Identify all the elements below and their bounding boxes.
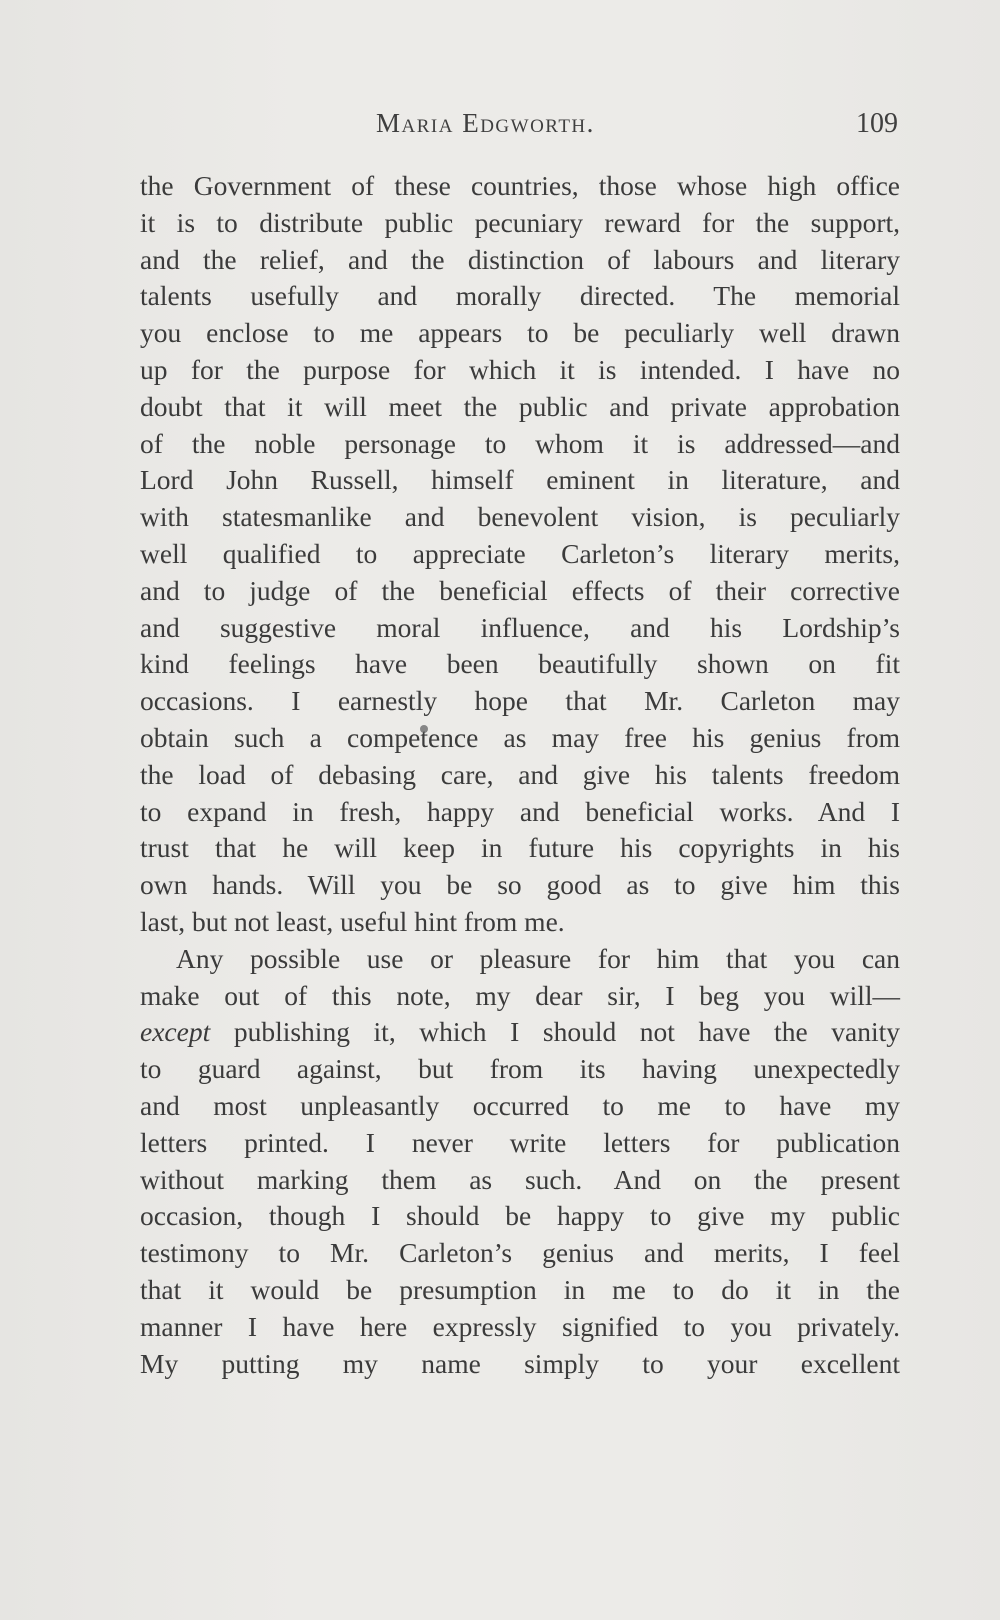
text-line: Lord John Russell, himself eminent in literature, and [140, 464, 900, 496]
text-line: without marking them as such. And on the present [140, 1163, 900, 1195]
text-line: obtain such a competence as may free his genius from [140, 721, 900, 753]
text-line: Any possible use or pleasure for him that you can [176, 942, 900, 974]
text-run: publishing it, which I should not have the vanity [210, 1016, 900, 1048]
text-line: make out of this note, my dear sir, I beg you will— [140, 979, 900, 1011]
text-line: last, but not least, useful hint from me. [140, 905, 565, 937]
text-line: you enclose to me appears to be peculiarly well drawn [140, 317, 900, 349]
page-number: 109 [856, 108, 898, 139]
text-line: that it would be presumption in me to do it in the [140, 1273, 900, 1305]
text-line: and the relief, and the distinction of labours and literary [140, 243, 900, 275]
text-line: the Government of these countries, those whose high office [140, 170, 900, 201]
text-line: well qualified to appreciate Carleton’s literary merits, [140, 537, 900, 569]
text-line: and most unpleasantly occurred to me to have my [140, 1089, 900, 1121]
text-line: of the noble personage to whom it is addressed—and [140, 427, 900, 459]
text-line: letters printed. I never write letters for publication [140, 1126, 900, 1158]
running-title: Maria Edgworth. [376, 108, 595, 138]
body-text [140, 168, 900, 1382]
text-line: the load of debasing care, and give his talents freedom [140, 758, 900, 790]
text-line: My putting my name simply to your excellent [140, 1347, 900, 1379]
text-line: doubt that it will meet the public and private approbation [140, 390, 900, 422]
text-line: kind feelings have been beautifully shown on fit [140, 648, 900, 680]
text-line: trust that he will keep in future his copyrights in his [140, 832, 900, 864]
running-head [140, 108, 900, 148]
text-line: with statesmanlike and benevolent vision, is peculiarly [140, 501, 900, 533]
text-line: up for the purpose for which it is intended. I have no [140, 353, 900, 385]
text-line [140, 1014, 900, 1051]
paragraph-2 [140, 941, 900, 1383]
emphasis-except: except [140, 1016, 211, 1048]
text-line: talents usefully and morally directed. The memorial [140, 280, 900, 312]
text-line: testimony to Mr. Carleton’s genius and merits, I feel [140, 1237, 900, 1269]
text-line: and suggestive moral influence, and his Lordship’s [140, 611, 900, 643]
text-line: manner I have here expressly signified to you privately. [140, 1310, 900, 1342]
text-line: own hands. Will you be so good as to give him this [140, 869, 900, 901]
paragraph-1 [140, 168, 900, 941]
text-line: to guard against, but from its having unexpectedly [140, 1053, 900, 1085]
text-line: and to judge of the beneficial effects of their corrective [140, 574, 900, 606]
text-line: occasion, though I should be happy to give my public [140, 1200, 900, 1232]
text-line: occasions. I earnestly hope that Mr. Carleton may [140, 685, 900, 717]
text-line: it is to distribute public pecuniary reward for the support, [140, 206, 900, 238]
text-line: to expand in fresh, happy and beneficial works. And I [140, 795, 900, 827]
